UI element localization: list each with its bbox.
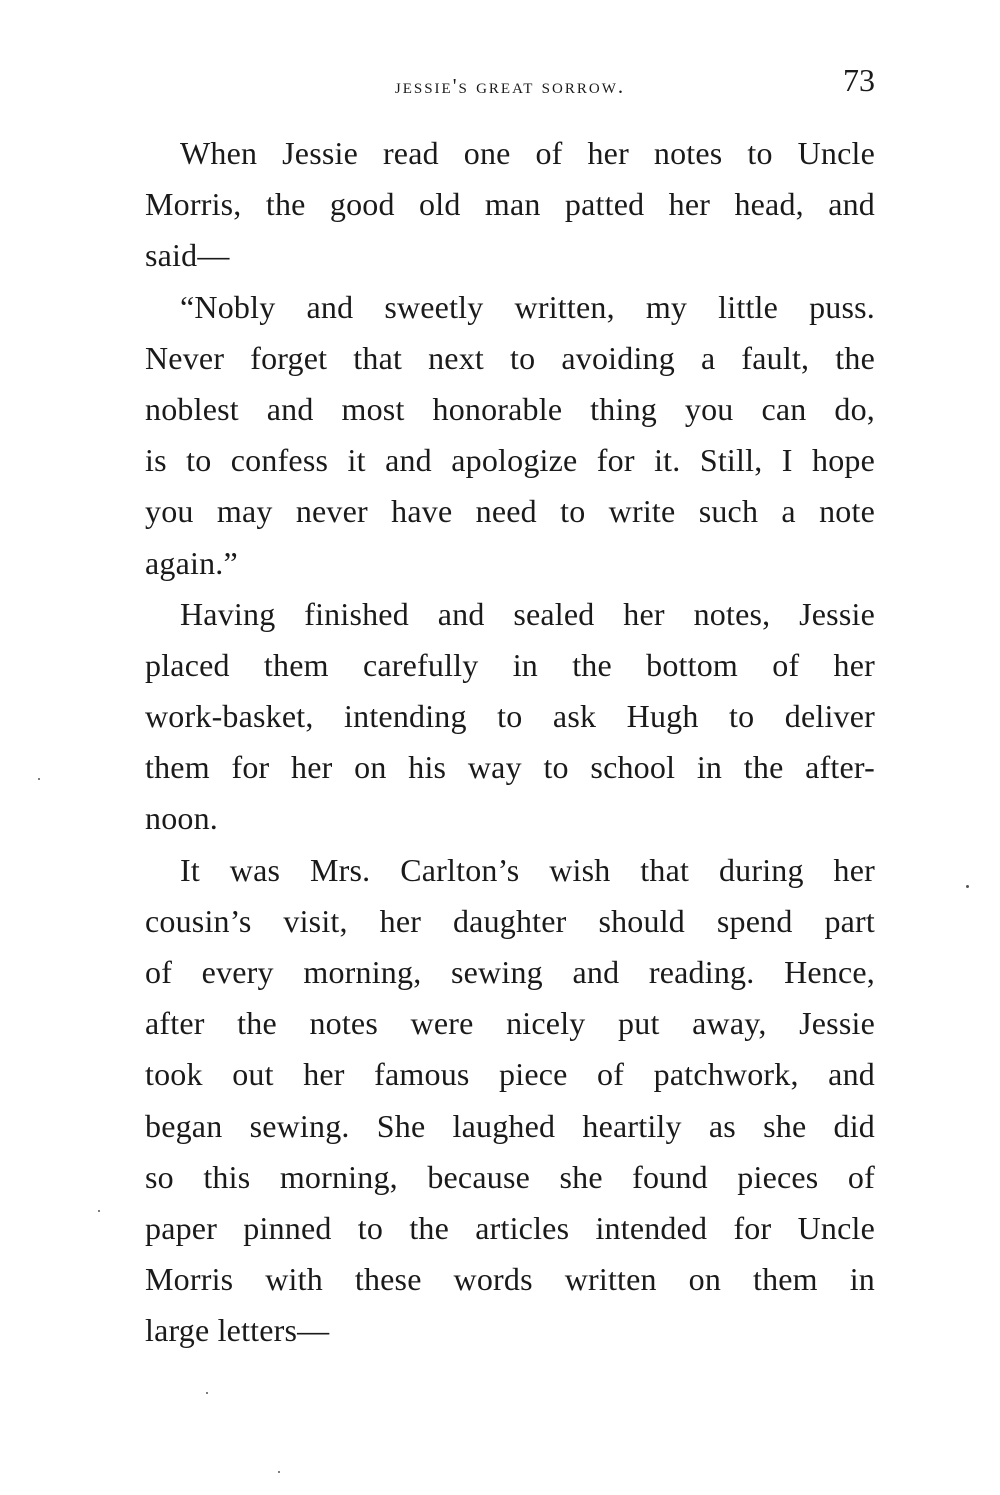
print-speck [38, 778, 40, 780]
text-line: them for her on his way to school in the after- [145, 749, 875, 786]
text-line: you may never have need to write such a note [145, 493, 875, 530]
text-line: large letters— [145, 1312, 330, 1349]
print-speck [98, 1210, 100, 1212]
text-line: noon. [145, 800, 218, 837]
print-speck [206, 1392, 208, 1394]
print-speck [966, 885, 969, 888]
text-line: placed them carefully in the bottom of her [145, 646, 875, 683]
text-line: of every morning, sewing and reading. Hence, [145, 954, 875, 990]
text-line: Having finished and sealed her notes, Jessie [180, 595, 875, 632]
text-line: Morris, the good old man patted her head, and [145, 186, 875, 223]
text-line: Morris with these words written on them in [145, 1261, 875, 1298]
text-line: so this morning, because she found pieces of [145, 1158, 875, 1195]
text-line: said— [145, 237, 230, 274]
page-number: 73 [843, 62, 875, 98]
text-line: Never forget that next to avoiding a fault, the [145, 339, 875, 376]
text-line: work-basket, intending to ask Hugh to deliver [145, 698, 875, 735]
text-line: It was Mrs. Carlton’s wish that during her [180, 851, 875, 888]
text-line: again.” [145, 544, 238, 581]
text-line: after the notes were nicely put away, Jessie [145, 1005, 875, 1042]
running-head [145, 62, 875, 106]
text-line: noblest and most honorable thing you can do, [145, 390, 875, 427]
text-line: When Jessie read one of her notes to Uncle [180, 135, 875, 171]
text-line: “Nobly and sweetly written, my little puss. [180, 288, 875, 325]
text-line: began sewing. She laughed heartily as she did [145, 1107, 875, 1144]
text-line: paper pinned to the articles intended for Uncle [145, 1209, 875, 1246]
body-text [145, 128, 875, 1357]
text-line: is to confess it and apologize for it. Still, I hope [145, 442, 875, 479]
text-line: cousin’s visit, her daughter should spend part [145, 902, 875, 939]
running-title: jessie's great sorrow. [394, 74, 626, 98]
text-line: took out her famous piece of patchwork, and [145, 1056, 875, 1093]
print-speck [278, 1471, 280, 1473]
